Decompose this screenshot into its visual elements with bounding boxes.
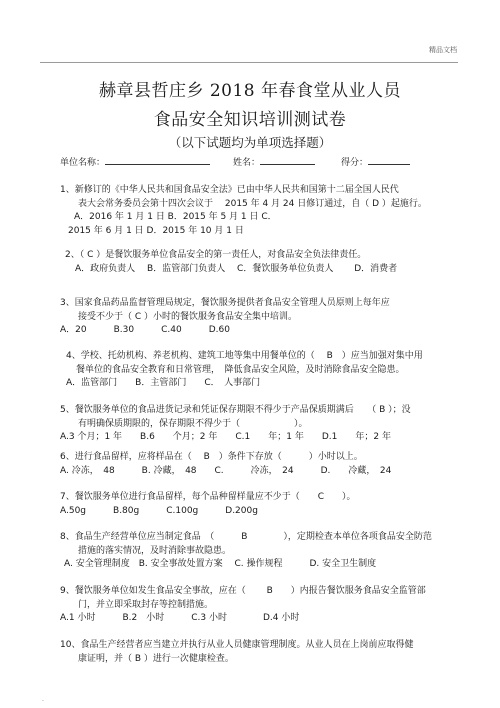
question-6 (60, 451, 391, 478)
question-line: A.50g B.80g C.100g D.200g (60, 505, 258, 516)
question-4 (66, 350, 423, 391)
score-label: 得分： (341, 158, 369, 168)
question-2 (65, 249, 397, 276)
question-line: 接受不少于（ C ）小时的餐饮服务食品安全集中培训。 (78, 311, 298, 322)
question-line: A．2016 年 1 月 1 日 B．2015 年 5 月 1 日 C． (74, 212, 277, 223)
name-field (233, 155, 315, 168)
question-3 (60, 297, 390, 338)
question-line: 门，并立即采取封存等控制措施。 (78, 599, 214, 610)
question-line: A.1 小时 B.2 小时 C.3 小时 D.4 小时 (60, 613, 300, 624)
unit-name-label: 单位名称： (60, 158, 106, 168)
question-line: A．政府负责人 B．监管部门负责人 C．餐饮服务单位负责人 D．消费者 (75, 263, 398, 274)
question-line: A.3 个月；1 年 B.6 个月；2 年 C.1 年；1 年 D.1 年；2 年 (60, 432, 391, 443)
footer-mark: . (42, 696, 44, 703)
name-blank (260, 155, 315, 165)
page-title-line2: 食品安全知识培训测试卷 (153, 110, 347, 130)
question-line: 4、学校、托幼机构、养老机构、建筑工地等集中用餐单位的（ B ）应当加强对集中用 (66, 351, 423, 361)
question-line: 3、国家食品药品监督管理局规定，餐饮服务提供者食品安全管理人员原则上每年应 (60, 298, 390, 308)
question-5 (60, 404, 411, 445)
question-1 (60, 184, 427, 238)
question-7 (60, 491, 356, 518)
question-8 (60, 531, 432, 572)
question-line: 2、（ C ）是餐饮服务单位食品安全的第一责任人，对食品安全负法律责任。 (65, 250, 367, 260)
question-line: 餐单位的食品安全教育和日常管理， 降低食品安全风险，及时消除食品安全隐患。 (76, 364, 405, 375)
unit-name-blank (105, 155, 210, 165)
unit-name-field (60, 155, 210, 168)
question-line: 5、餐饮服务单位的食品进货记录和凭证保存期限不得少于产品保质期满后 （ B ）；没 (60, 405, 411, 415)
question-line: 9、餐饮服务单位如发生食品安全事故，应在（ B ）内报告餐饮服务食品安全监管部 (60, 586, 426, 596)
name-label: 姓名： (233, 158, 261, 168)
header-rule (40, 62, 458, 63)
question-9 (60, 585, 426, 626)
question-line: 2015 年 6 月 1 日 D．2015 年 10 月 1 日 (68, 225, 244, 236)
question-line: 表大会常务委员会第十四次会议于 2015 年 4 月 24 日修订通过，自（ D ）起施行。 (78, 198, 427, 209)
question-line: A．20 B.30 C.40 D.60 (60, 325, 230, 336)
page-title-line1: 赫章县哲庄乡 2018 年春食堂从业人员 (98, 81, 402, 101)
page-subtitle: （以下试题均为单项选择题） (168, 135, 332, 150)
score-blank (368, 155, 410, 165)
question-line: 7、餐饮服务单位进行食品留样，每个品种留样量应不少于（ C ）。 (60, 492, 356, 502)
question-line: 康证明，并（ B ）进行一次健康检查。 (78, 653, 234, 664)
question-line: 1、新修订的《中华人民共和国食品安全法》已由中华人民共和国第十二届全国人民代 (60, 185, 399, 195)
question-line: 措施的落实情况，及时消除事故隐患。 (78, 545, 232, 556)
score-field (341, 155, 410, 168)
corner-tag: 精品文档 (429, 46, 457, 54)
question-line: 6、进行食品留样，应将样品在（ B ）条件下存放（ ）小时以上。 (60, 452, 363, 462)
question-line: A．监管部门 B．主管部门 C． 人事部门 (66, 378, 261, 389)
question-line: 有明确保质期限的，保存期限不得少于（ ）。 (78, 418, 308, 429)
question-line: 10、食品生产经营者应当建立并执行从业人员健康管理制度。从业人员在上岗前应取得健 (60, 640, 414, 650)
question-line: 8、食品生产经营单位应当制定食品 （ B ），定期检查本单位各项食品安全防范 (60, 532, 432, 542)
question-line: A. 安全管理制度 B. 安全事故处置方案 C. 操作规程 D. 安全卫生制度 (64, 559, 377, 570)
question-10 (60, 639, 413, 666)
question-line: A. 冷冻， 48 B. 冷藏， 48 C. 冷冻， 24 D. 冷藏， 24 (60, 465, 392, 476)
